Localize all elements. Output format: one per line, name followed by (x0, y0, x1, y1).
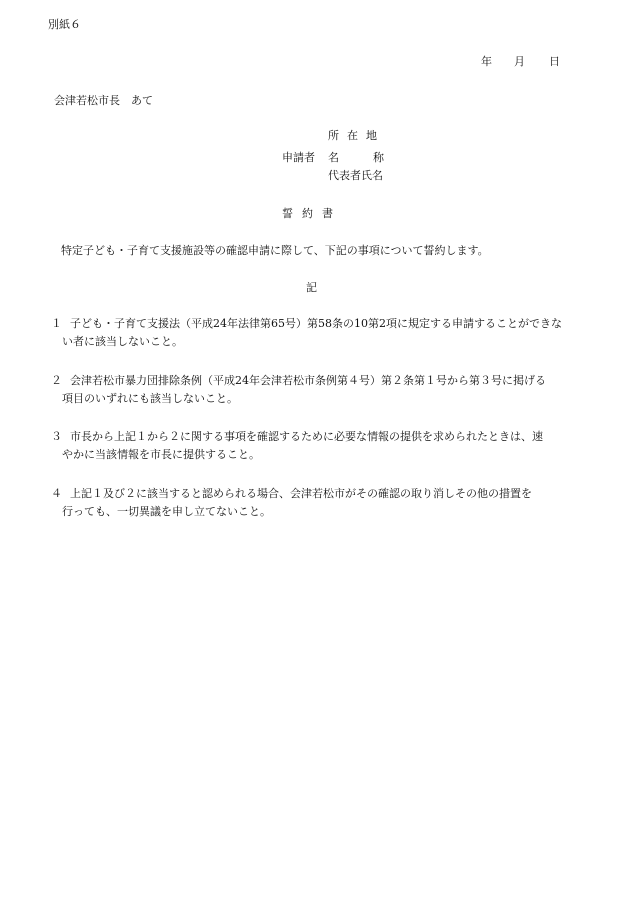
applicant-address-label: 所在地 (328, 129, 385, 142)
document-title: 誓約書 (282, 207, 342, 220)
applicant-role-label: 申請者 (282, 151, 315, 164)
item-3-number: ３ (51, 430, 62, 443)
item-1-line1: 子ども・子育て支援法（平成24年法律第65号）第58条の10第2項に規定する申請することができな (70, 317, 562, 330)
item-4-line1: 上記１及び２に該当すると認められる場合、会津若松市がその確認の取り消しその他の措置を (70, 487, 532, 500)
applicant-representative-label: 代表者氏名 (328, 169, 383, 182)
item-4-line2: 行っても、一切異議を申し立てないこと。 (62, 505, 271, 518)
ki-heading: 記 (306, 281, 317, 294)
addressee: 会津若松市長 あて (54, 94, 153, 107)
item-3-line1: 市長から上記１から２に関する事項を確認するために必要な情報の提供を求められたときは、速 (70, 430, 543, 443)
applicant-name-label-part1: 名 (328, 151, 339, 164)
item-2-number: ２ (51, 374, 62, 387)
date-month-label: 月 (514, 55, 525, 68)
item-3-line2: やかに当該情報を市長に提供すること。 (62, 448, 260, 461)
date-day-label: 日 (549, 55, 560, 68)
item-4-number: ４ (51, 487, 62, 500)
item-2-line2: 項目のいずれにも該当しないこと。 (62, 392, 238, 405)
item-2-line1: 会津若松市暴力団排除条例（平成24年会津若松市条例第４号）第２条第１号から第３号に掲げる (70, 374, 546, 387)
intro-text: 特定子ども・子育て支援施設等の確認申請に際して、下記の事項について誓約します。 (61, 244, 489, 257)
item-1-line2: い者に該当しないこと。 (62, 335, 183, 348)
item-1-number: １ (51, 317, 62, 330)
applicant-name-label (328, 152, 384, 163)
date-year-label: 年 (481, 55, 492, 68)
applicant-name-label-part2: 称 (373, 151, 384, 164)
annex-label: 別紙６ (48, 18, 81, 31)
